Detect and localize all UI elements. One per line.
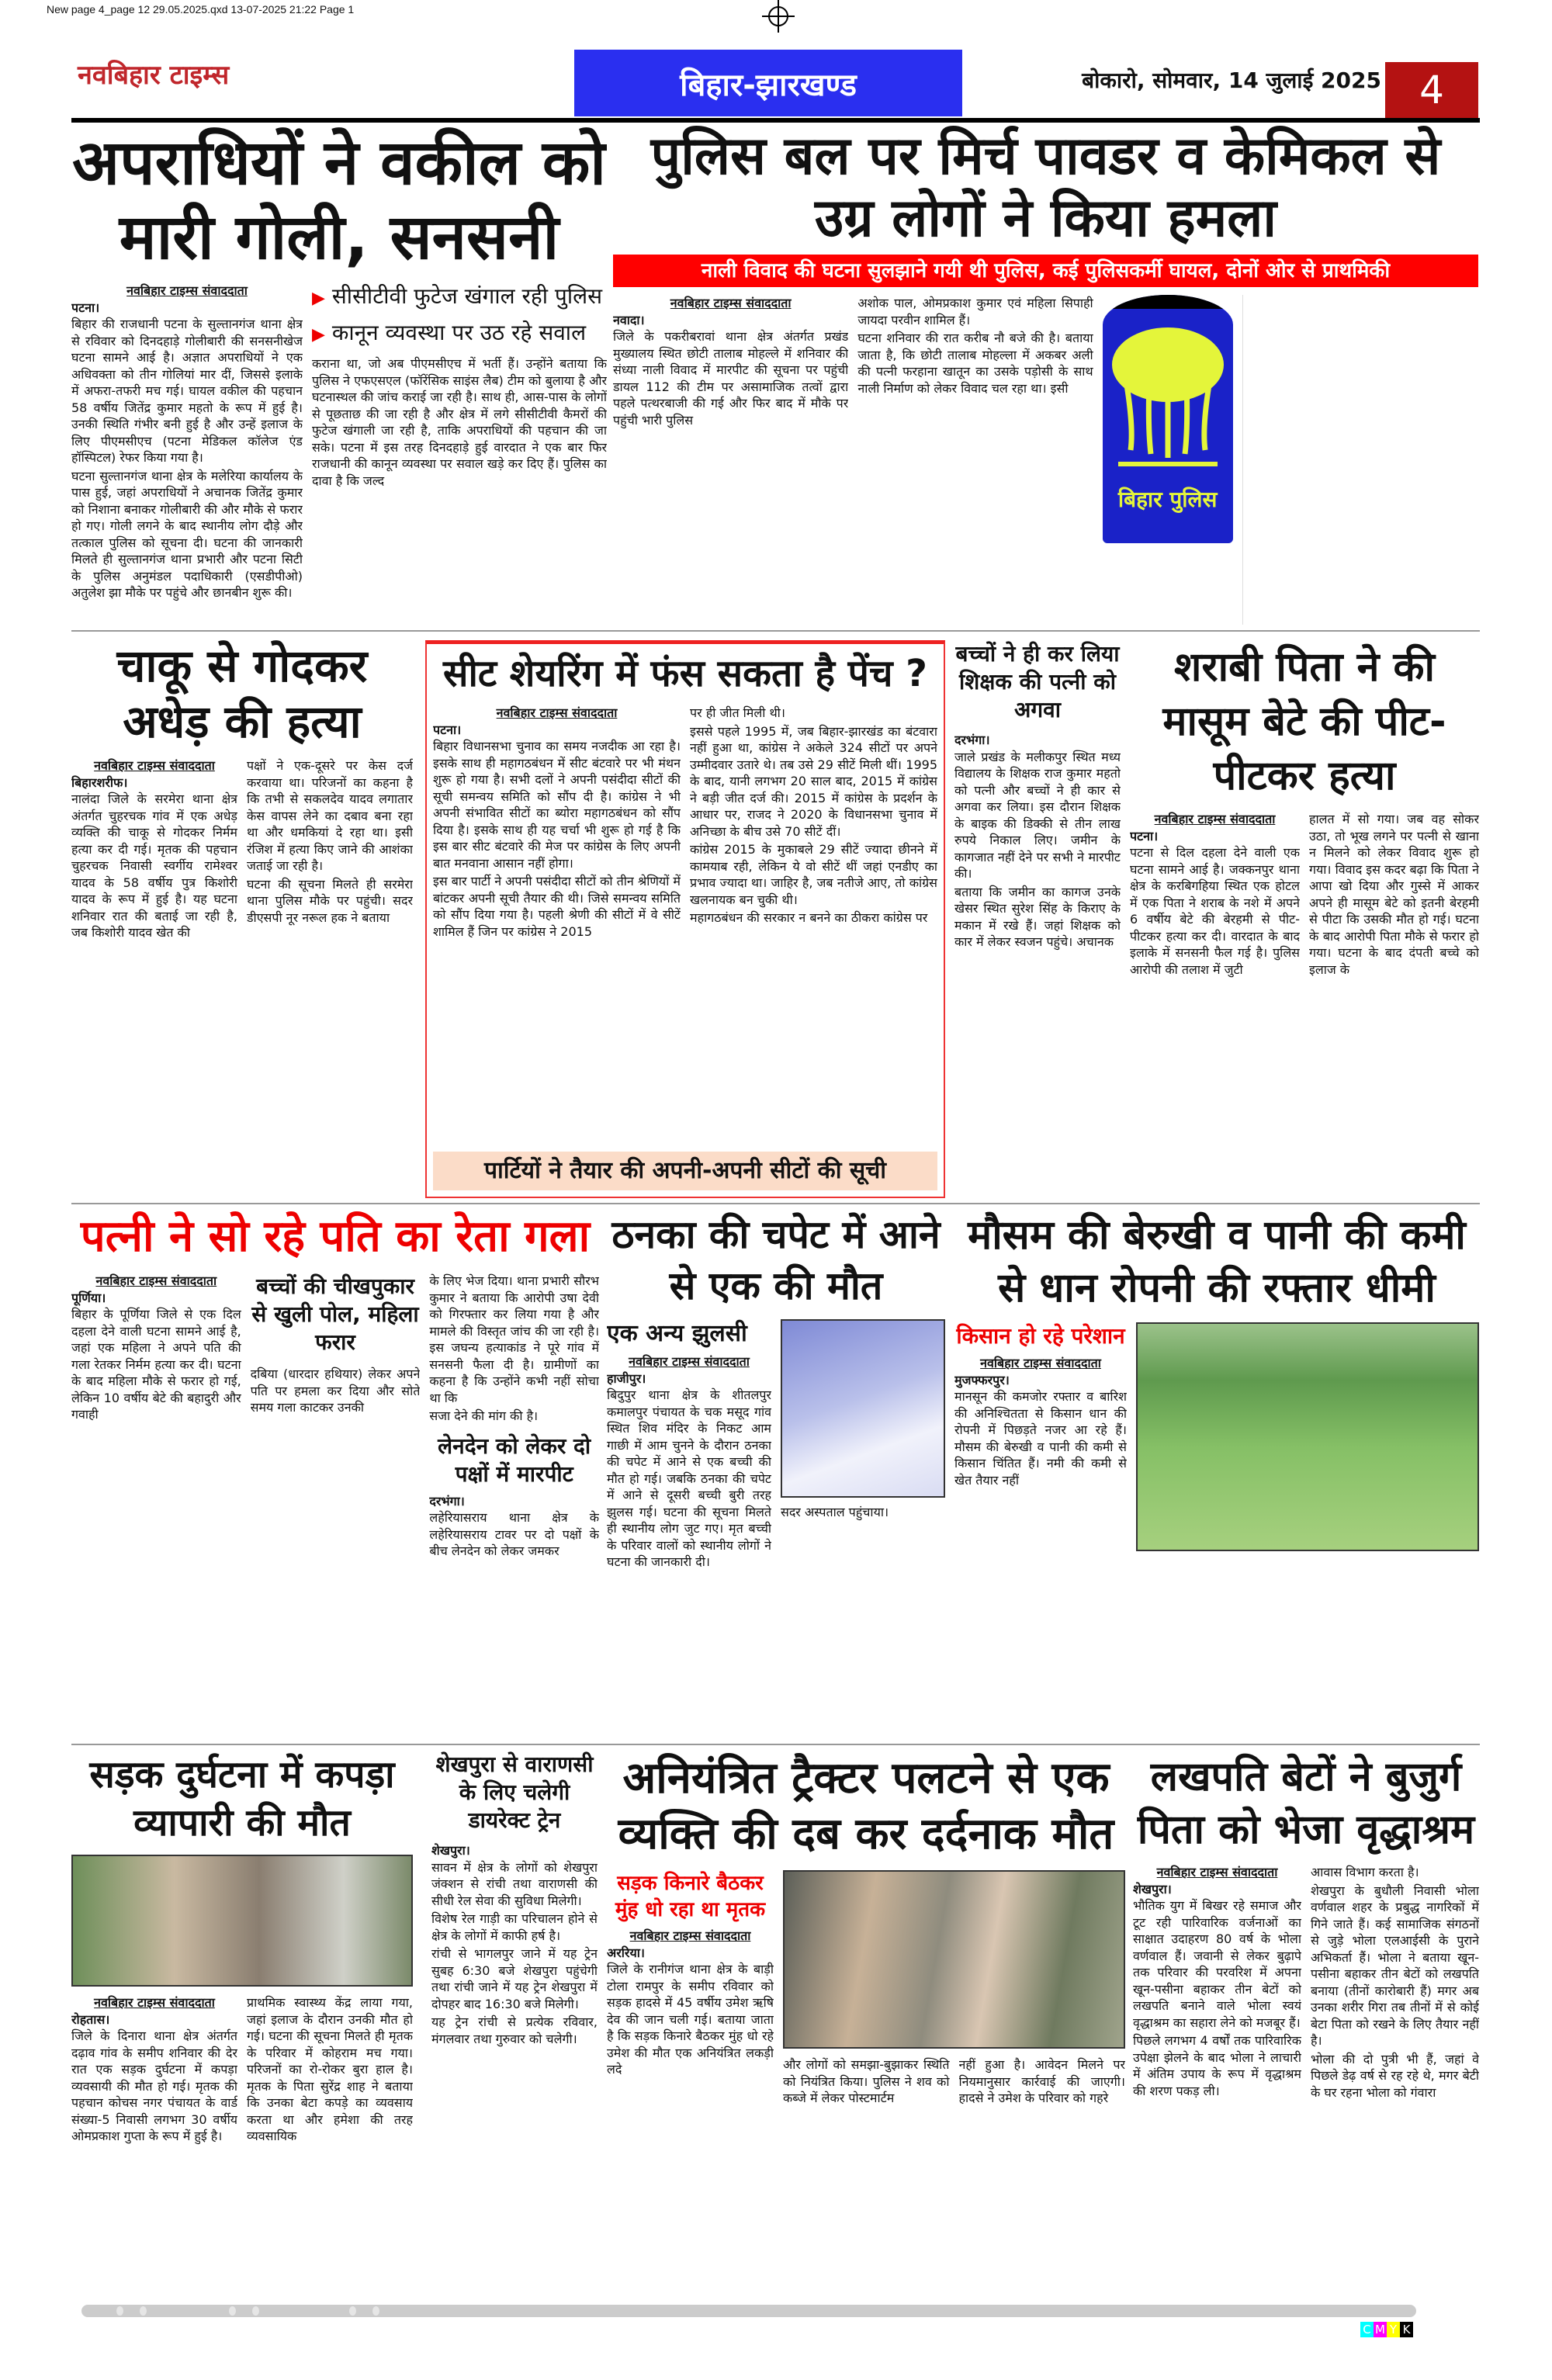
accident-photo xyxy=(71,1855,413,1987)
article-body xyxy=(247,757,413,926)
paragraph: रांची से भागलपुर जाने में यह ट्रेन सुबह 6:30 बजे शेखपुरा पहुंचेगी तथा रांची जाने में यह ट्रेन शेखपुरा में दोपहर बाद 16:30 बजे मिलेगी। xyxy=(431,1946,598,2011)
paragraph: कराना था, जो अब पीएमसीएच में भर्ती हैं। उन्होंने बताया कि पुलिस ने एफएसएल (फॉरेंसिक साइंस लैब) टीम को बुलाया है और घटनास्थल की जांच कराई जा रही है। साथ ही, आस-पास के लोगों से पूछताछ की जा रही है और क्षेत्र में लगे सीसीटीवी कैमरों की फुटेज खंगाली जा रही है, ताकि अपराधियों की पहचान की जा सके। पटना में इस तरह दिनदहाड़े हुई वारदात ने एक बार फिर राजधानी की कानून व्यवस्था पर सवाल खड़े कर दिए हैं। पुलिस का दावा है कि जल्द xyxy=(312,356,607,488)
paragraph: नालंदा जिले के सरमेरा थाना क्षेत्र अंतर्गत चुहरचक गांव में एक अधेड़ व्यक्ति की चाकू से गोदकर निर्मम हत्या कर दी गई। मृतक की पहचान चुहरचक निवासी स्वर्गीय रामेश्वर यादव के 58 वर्षीय पुत्र किशोरी यादव के रूप में हुई है। यह घटना शनिवार रात की बताई जा रही है, जब किशोरी यादव खेत की xyxy=(71,792,237,940)
paragraph: सदर अस्पताल पहुंचाया। xyxy=(781,1505,889,1519)
byline: नवबिहार टाइम्स संवाददाता xyxy=(980,1356,1101,1370)
byline: नवबिहार टाइम्स संवाददाता xyxy=(496,705,618,720)
paragraph: घटना सुल्तानगंज थाना क्षेत्र के मलेरिया कार्यालय के पास हुई, जहां अपराधियों ने अचानक जितेंद्र कुमार को निशाना बनाकर गोलीबारी की और मौके से फरार हो गए। गोली लगने के बाद स्थानीय लोग दौड़े और तत्काल पुलिस को सूचना दी। घटना की जानकारी मिलते ही सुल्तानगंज थाना प्रभारी और पटना सिटी के पुलिस अनुमंडल पदाधिकारी (एसडीपीओ) अतुलेश झा मौके पर पहुंचे और छानबीन शुरू की। xyxy=(71,468,303,600)
cmyk-swatch-y: Y xyxy=(1387,2322,1400,2337)
paragraph: लहेरियासराय थाना क्षेत्र के लहेरियासराय टावर पर दो पक्षों के बीच लेनदेन को लेकर जमकर xyxy=(429,1510,599,1558)
paragraph: और लोगों को समझा-बुझाकर स्थिति को नियंत्रित किया। पुलिस ने शव को कब्जे में लेकर पोस्टमार्टम xyxy=(783,2057,950,2105)
article-body xyxy=(71,1306,241,1423)
dateline: दरभंगा। xyxy=(954,733,990,747)
tractor-col3 xyxy=(959,2056,1126,2299)
dateline: रोहतास। xyxy=(71,2011,110,2027)
lightning-headline: ठनका की चपेट में आने से एक की मौत xyxy=(611,1212,941,1308)
article-body xyxy=(781,1504,945,1521)
byline: नवबिहार टाइम्स संवाददाता xyxy=(1154,812,1276,826)
lightning-article xyxy=(607,1209,945,1738)
subhead-text: सीसीटीवी फुटेज खंगाल रही पुलिस xyxy=(331,283,602,309)
row-divider xyxy=(71,1744,1480,1745)
article-body xyxy=(431,1859,598,2048)
kidnap-col xyxy=(954,732,1121,1198)
byline: नवबिहार टाइम्स संवाददाता xyxy=(629,1928,751,1943)
paragraph: इससे पहले 1995 में, जब बिहार-झारखंड का बंटवारा नहीं हुआ था, कांग्रेस ने अकेले 324 सीटों पर अपने उम्मीदवार उतारे थे। तब उसे 29 सीटें मिली थीं। 1995 के बाद, यानी लगभग 20 साल बाद, 2015 में कांग्रेस ने बड़ी जीत दर्ज की। 2015 में कांग्रेस के प्रदर्शन के आधार पर, राजद ने 2020 के विधानसभा चुनाव में अनिच्छा के बीच उसे 70 सीटें दीं। xyxy=(690,723,937,839)
article-body xyxy=(71,2028,237,2145)
paddy-article xyxy=(954,1209,1479,1738)
paragraph: सजा देने की मांग की है। xyxy=(429,1408,539,1423)
tractor-col1 xyxy=(607,1870,774,2299)
article-body xyxy=(857,295,1093,397)
paddy-subhead: किसान हो रहे परेशान xyxy=(956,1323,1125,1349)
paddy-col1 xyxy=(954,1322,1127,1738)
byline: नवबिहार टाइम्स संवाददाता xyxy=(95,1273,217,1288)
paragraph: जिले के रानीगंज थाना क्षेत्र के बाड़ी टोला रामपुर के समीप रविवार को सड़क हादसे में 45 वर्षीय उमेश ऋषि देव की जान चली गई। बताया जाता है कि सड़क किनारे बैठकर मुंह धो रहे उमेश की मौत एक अनियंत्रित लकड़ी लदे xyxy=(607,1962,774,2077)
tractor-headline: अनियंत्रित ट्रैक्टर पलटने से एक व्यक्ति की दब कर दर्दनाक मौत xyxy=(618,1753,1114,1859)
cmyk-swatch-m: M xyxy=(1374,2322,1387,2337)
seat-col2 xyxy=(690,705,937,1145)
paragraph: जाले प्रखंड के मलीकपुर स्थित मध्य विद्यालय के शिक्षक राज कुमार महतो को पत्नी और बच्चों ने ही कार से अगवा कर लिया। इस दौरान शिक्षक के बाइक की डिक्की से तीन लाख रुपये निकाल लिए। जमीन के कागजात नहीं देने पर सभी ने मारपीट की। xyxy=(954,749,1121,881)
cmyk-swatch-k: K xyxy=(1400,2322,1413,2337)
page-number: 4 xyxy=(1385,62,1478,118)
lightning-col2 xyxy=(781,1319,945,1738)
seat-col1 xyxy=(433,705,681,1145)
dateline: पटना। xyxy=(1130,828,1159,844)
paragraph: विशेष रेल गाड़ी का परिचालन होने से क्षेत्र के लोगों में काफी हर्ष है। xyxy=(431,1911,598,1943)
dateline: मुजफ्फरपुर। xyxy=(954,1372,1010,1387)
lead-right-article xyxy=(613,126,1478,625)
seat-sharing-box xyxy=(425,640,945,1198)
cmyk-swatch-c: C xyxy=(1360,2322,1374,2337)
paddy-field-photo xyxy=(1136,1322,1479,1551)
oldage-col1 xyxy=(1133,1864,1301,2299)
row-divider xyxy=(71,1203,1480,1204)
article-body xyxy=(690,705,937,927)
article-body xyxy=(1311,1864,1479,2101)
section-banner: बिहार-झारखण्ड xyxy=(574,50,962,116)
paragraph: भौतिक युग में बिखर रहे समाज और टूट रही पारिवारिक वर्जनाओं का साक्षात उदाहरण 80 वर्ष के भोला वर्णवाल हैं। जवानी से लेकर बुढ़ापे तक परिवार की परवरिश में अपना खून-पसीना बहाकर तीन बेटों को लखपति बनाने वाले भोला स्वयं वृद्धाश्रम का सहारा लेने को मजबूर हैं। xyxy=(1133,1898,1301,2030)
fight-col xyxy=(429,1493,599,1560)
dateline-header: बोकारो, सोमवार, 14 जुलाई 2025 xyxy=(1082,68,1381,93)
dateline: शेखपुरा। xyxy=(431,1843,470,1858)
paragraph: आवास विभाग करता है। xyxy=(1311,1865,1419,1879)
article-body xyxy=(954,1388,1127,1488)
wife-col3 xyxy=(429,1273,599,1738)
article-body xyxy=(954,749,1121,951)
article-body xyxy=(71,316,303,601)
knife-article xyxy=(71,638,413,1198)
article-body xyxy=(429,1273,599,1425)
paragraph: अशोक पाल, ओमप्रकाश कुमार एवं महिला सिपाही जायदा परवीन शामिल हैं। xyxy=(857,296,1093,327)
article-body xyxy=(607,1961,774,2078)
paragraph: इस बार पार्टी ने अपनी पसंदीदा सीटों को तीन श्रेणियों में बांटकर अपनी सूची तैयार की थी। जिसे समन्वय समिति को सौंप दिया गया है। पहली श्रेणी की सीटों में वे सीटें शामिल हैं जिन पर कांग्रेस ने 2015 xyxy=(433,874,681,939)
lead-left-headline: अपराधियों ने वकील को मारी गोली, सनसनी xyxy=(71,126,607,273)
cloth-article xyxy=(71,1751,413,2299)
lightning-photo xyxy=(781,1319,945,1498)
byline: नवबिहार टाइम्स संवाददाता xyxy=(1156,1865,1278,1879)
cloth-headline: सड़क दुर्घटना में कपड़ा व्यापारी की मौत xyxy=(89,1753,395,1845)
paddy-photo-col xyxy=(1136,1322,1479,1738)
paragraph: पटना से दिल दहला देने वाली एक घटना सामने आई है। जक्कनपुर थाना क्षेत्र के करबिगहिया स्थित एक होटल में एक पिता ने शराब के नशे में अपने 6 वर्षीय बेटे की बेरहमी से पीट-पीटकर हत्या कर दी। वारदात के बाद इलाके में सनसनी फैल गई है। पुलिस आरोपी की तलाश में जुटी xyxy=(1130,845,1300,977)
paragraph: महागठबंधन की सरकार न बनने का ठीकरा कांग्रेस पर xyxy=(690,910,928,925)
dateline: पूर्णिया। xyxy=(71,1290,106,1305)
lead-right-col2 xyxy=(857,295,1093,625)
paragraph: घटना शनिवार की रात करीब नौ बजे की है। बताया जाता है, कि छोटी तालाब मोहल्ला में अकबर अली की पत्नी फरहाना खातून का उसके पड़ोसी के साथ नाली निर्माण को लेकर विवाद चल रहा था। इसी xyxy=(857,331,1093,396)
oldage-article xyxy=(1133,1751,1479,2299)
seat-headline: सीट शेयरिंग में फंस सकता है पेंच ? xyxy=(443,652,927,695)
byline: नवबिहार टाइम्स संवाददाता xyxy=(126,283,248,298)
article-body xyxy=(433,738,681,940)
oldage-headline: लखपति बेटों ने बुजुर्ग पिता को भेजा वृद्धाश्रम xyxy=(1137,1754,1475,1853)
tractor-right xyxy=(783,1870,1125,2299)
pull-quote: पार्टियों ने तैयार की अपनी-अपनी सीटों की सूची xyxy=(433,1152,937,1190)
dateline: शेखपुरा। xyxy=(1133,1881,1172,1897)
train-article xyxy=(431,1751,598,2299)
knife-headline: चाकू से गोदकर अधेड़ की हत्या xyxy=(116,639,368,748)
oldage-col2 xyxy=(1311,1864,1479,2299)
paragraph: बताया कि जमीन का कागज उनके खेसर स्थित सुरेश सिंह के किराए के मकान में रखे हैं। जहां शिक्षक को कार में लेकर स्वजन पहुंचे। अचानक xyxy=(954,884,1121,949)
article-body xyxy=(959,2056,1126,2107)
wife-headline: पत्नी ने सो रहे पति का रेता गला xyxy=(80,1211,591,1262)
knife-col2 xyxy=(247,757,413,1198)
dateline: नवादा। xyxy=(613,312,645,327)
paragraph: प्राथमिक स्वास्थ्य केंद्र लाया गया, जहां इलाज के दौरान उनकी मौत हो गई। घटना की सूचना मिलते ही मृतक के परिवार में कोहराम मच गया। परिजनों का रो-रोकर बुरा हाल है। मृतक के पिता सुरेंद्र शाह ने बताया कि उनका बेटा कपड़े का व्यवसाय करता था और हमेशा की तरह व्यवसायिक xyxy=(247,1995,413,2143)
tractor-scene-photo xyxy=(783,1870,1125,2049)
paragraph: मानसून की कमजोर रफ्तार व बारिश की अनिश्चितता से किसान धान की रोपनी में पिछड़ते नजर आ रहे हैं। मौसम की बेरुखी व पानी की कमी से किसान चिंतित हैं। नमी की कमी से खेत तैयार नहीं xyxy=(954,1389,1127,1488)
paragraph: हालत में सो गया। जब वह सोकर उठा, तो भूख लगने पर पत्नी से खाना न मिलने को लेकर विवाद शुरू हो गया। विवाद इस कदर बढ़ा कि पिता ने आपा खो दिया और गुस्से में आकर अपने ही मासूम बेटे को इतनी बेरहमी से पीटा कि उसकी मौत हो गई। घटना के बाद आरोपी पिता मौके से फरार हो गया। घटना के बाद दंपती बच्चे को इलाज के xyxy=(1309,812,1479,977)
bihar-police-logo xyxy=(1103,295,1233,543)
drunk-col2 xyxy=(1309,811,1479,1198)
paragraph: जिले के दिनारा थाना क्षेत्र अंतर्गत दढ़ाव गांव के समीप शनिवार की देर रात एक सड़क दुर्घटना में कपड़ा व्यवसायी की मौत हो गई। मृतक की पहचान कोचस नगर पंचायत के वार्ड संख्या-5 निवासी लगभग 30 वर्षीय ओमप्रकाश गुप्ता के रूप में हुई है। xyxy=(71,2028,237,2143)
kidnap-headline: बच्चों ने ही कर लिया शिक्षक की पत्नी को अगवा xyxy=(955,641,1120,722)
dateline: पटना। xyxy=(433,722,462,737)
red-triangle-icon: ▶ xyxy=(312,325,325,345)
registration-mark-icon xyxy=(768,6,788,26)
wife-article xyxy=(71,1209,599,1738)
tree-emblem-icon xyxy=(1103,295,1233,481)
paragraph: पक्षों ने एक-दूसरे पर केस दर्ज करवाया था। परिजनों का कहना है कि तभी से सकलदेव यादव लगातार केस वापस लेने का दबाव बना रहा था और धमकियां दे रहा था। इसी रंजिश में हत्या किए जाने की आशंका जताई जा रही है। xyxy=(247,758,413,873)
dateline: पटना। xyxy=(71,300,100,315)
paragraph: बिदुपुर थाना क्षेत्र के शीतलपुर कमालपुर पंचायत के चक मसूद गांव स्थित शिव मंदिर के निकट आम गाछी में आम चुनने के दौरान ठनका की चपेट में आने से एक बच्ची की मौत हो गई। जबकि ठनका की चपेट में आने से दूसरी बच्ची बुरी तरह झुलस गई। घटना की सूचना मिलते ही स्थानीय लोग जुट गए। मृत बच्ची के परिवार वालों को स्थानीय लोगों ने घटना की जानकारी दी। xyxy=(607,1387,771,1569)
paragraph: पर ही जीत मिली थी। xyxy=(690,705,785,720)
paragraph: नहीं हुआ है। आवेदन मिलने पर नियमानुसार कार्रवाई की जाएगी। हादसे ने उमेश के परिवार को गहरे xyxy=(958,2057,1125,2105)
newspaper-logo: नवबिहार टाइम्स xyxy=(78,60,230,91)
tractor-subhead: सड़क किनारे बैठकर मुंह धो रहा था मृतक xyxy=(615,1872,766,1921)
lead-left-article xyxy=(71,126,607,625)
row-divider xyxy=(71,630,1480,632)
paragraph: यह ट्रेन रांची से प्रत्येक रविवार, मंगलवार तथा गुरुवार को चलेगी। xyxy=(431,2015,598,2046)
drunk-father-headline: शराबी पिता ने की मासूम बेटे की पीट-पीटकर हत्या xyxy=(1162,644,1446,799)
paragraph: कांग्रेस 2015 के मुकाबले 29 सीटें ज्यादा छीनने में कामयाब रही, लेकिन ये वो सीटें थीं जहां एनडीए का प्रभाव ज्यादा था। जाहिर है, जब नतीजे आए, तो कांग्रेस खलनायक बन चुकी थी। xyxy=(690,842,937,907)
cloth-col1 xyxy=(71,1994,237,2299)
article-body xyxy=(247,1994,413,2145)
byline: नवबिहार टाइम्स संवाददाता xyxy=(670,296,792,310)
cloth-col2 xyxy=(247,1994,413,2299)
subhead xyxy=(312,282,607,313)
strapline-bar: नाली विवाद की घटना सुलझाने गयी थी पुलिस, कई पुलिसकर्मी घायल, दोनों ओर से प्राथमिकी xyxy=(613,255,1478,287)
paragraph: बिहार के पूर्णिया जिले से एक दिल दहला देने वाली घटना सामने आई है, जहां एक महिला ने अपने पति की गला रेतकर निर्मम हत्या कर दी। घटना के बाद महिला मौके से फरार हो गई, लेकिन 10 वर्षीय बेटे की बहादुरी और गवाही xyxy=(71,1307,241,1422)
article-body xyxy=(783,2056,950,2107)
paragraph: दबिया (धारदार हथियार) लेकर अपने पति पर हमला कर दिया और सोते समय गला काटकर उनकी xyxy=(250,1367,421,1415)
article-body xyxy=(1133,1897,1301,2099)
article-body xyxy=(607,1387,771,1571)
kidnap-article xyxy=(954,640,1121,1198)
paragraph: भोला की दो पुत्री भी हैं, जहां वे पिछले डेढ़ वर्ष से रह रहे थे, मगर बेटी के घर रहना भोला को गंवारा xyxy=(1311,2051,1479,2100)
paragraph: सावन में क्षेत्र के लोगों को शेखपुरा जंक्शन से रांची तथा वाराणसी की सीधी रेल सेवा की सुविधा मिलेगी। xyxy=(431,1859,598,1908)
subhead xyxy=(312,319,607,349)
lead-right-col1 xyxy=(613,295,848,625)
dateline: हाजीपुर। xyxy=(607,1370,646,1386)
article-body xyxy=(429,1509,599,1560)
lightning-col1 xyxy=(607,1319,771,1738)
drunk-father-article xyxy=(1130,640,1479,1198)
train-col xyxy=(431,1842,598,2299)
lead-left-col2 xyxy=(312,282,607,625)
header-rule xyxy=(71,118,1480,123)
paragraph: शेखपुरा के बुधौली निवासी भोला वर्णवाल शहर के प्रबुद्ध नागरिकों में गिने जाते हैं। कई सामाजिक संगठनों से जुड़े भोला एलआईसी के पुराने अभिकर्ता हैं। भोला ने बताया खून-पसीना बहाकर तीन बेटों को लखपति बनाया (तीनों कारोबारी हैं) मगर अब उनका शरीर गिरा तब तीनों में से कोई बेटा पिता को रखने के लिए तैयार नहीं है। xyxy=(1311,1883,1479,2048)
subhead-text: कानून व्यवस्था पर उठ रहे सवाल xyxy=(331,320,587,345)
tractor-col2 xyxy=(783,2056,950,2299)
paragraph: घटना की सूचना मिलते ही सरमेरा थाना पुलिस मौके पर पहुंची। सदर डीएसपी नूर नरूल हक ने बताया xyxy=(247,876,413,925)
file-slug: New page 4_page 12 29.05.2025.qxd 13-07-2025 21:22 Page 1 xyxy=(47,3,355,16)
paragraph: बिहार विधानसभा चुनाव का समय नजदीक आ रहा है। इसके साथ ही महागठबंधन में सीट बंटवारे पर भी मंथन शुरू हो गया है। सभी दलों ने अपनी पसंदीदा सीटों की सूची समन्वय समिति को सौंप दी है। कांग्रेस ने भी अपनी संभावित सीटों का ब्योरा महागठबंधन को सौंप दिया है। इसके साथ ही यह चर्चा भी शुरू हो गई है कि इस बार सीट बंटवारे की मेज पर कांग्रेस के लिए अपनी बात मनवाना आसान नहीं होगा। xyxy=(433,739,681,871)
lightning-subhead: एक अन्य झुलसी xyxy=(607,1320,747,1347)
article-body xyxy=(71,791,237,941)
wife-col2 xyxy=(251,1273,421,1738)
wife-subhead: बच्चों की चीखपुकार से खुली पोल, महिला फरार xyxy=(251,1273,419,1355)
paragraph: जिले के पकरीबरावां थाना क्षेत्र अंतर्गत प्रखंड मुख्यालय स्थित छोटी तालाब मोहल्ले में शनिवार की संध्या नाली विवाद में मारपीट की सूचना पर पहुंची डायल 112 की टीम पर असामाजिक तत्वों द्वारा पहले पत्थरबाजी की गई और फिर बाद में मौके पर पहुंची भारी पुलिस xyxy=(613,329,849,428)
byline: नवबिहार टाइम्स संवाददाता xyxy=(94,1995,215,2010)
paddy-headline: मौसम की बेरुखी व पानी की कमी से धान रोपनी की रफ्तार धीमी xyxy=(968,1212,1466,1311)
article-body xyxy=(251,1366,421,1416)
paragraph: पिछले लगभग 4 वर्षों तक पारिवारिक उपेक्षा झेलने के बाद भोला ने लाचारी में अंतिम उपाय के रूप में वृद्धाश्रम की शरण पकड़ ली। xyxy=(1133,2033,1301,2098)
byline: नवबिहार टाइम्स संवाददाता xyxy=(629,1354,750,1369)
red-triangle-icon: ▶ xyxy=(312,289,325,308)
dateline: दरभंगा। xyxy=(429,1493,465,1509)
logo-caption: बिहार पुलिस xyxy=(1117,487,1218,512)
dateline: बिहारशरीफ। xyxy=(71,774,128,790)
article-body xyxy=(1130,844,1300,978)
lead-left-col1 xyxy=(71,282,303,625)
print-registration-bar xyxy=(81,2305,1416,2317)
article-body xyxy=(1309,811,1479,978)
fight-headline: लेनदेन को लेकर दो पक्षों में मारपीट xyxy=(438,1433,591,1487)
drunk-col1 xyxy=(1130,811,1300,1198)
paragraph: के लिए भेज दिया। थाना प्रभारी सौरभ कुमार ने बताया कि आरोपी उषा देवी को गिरफ्तार कर लिया गया है और मामले की विस्तृत जांच की जा रही है। इस जघन्य हत्याकांड ने पूरे गांव में सनसनी फैला दी है। ग्रामीणों का कहना है कि उन्होंने कभी नहीं सोचा था कि xyxy=(429,1273,599,1405)
train-headline: शेखपुरा से वाराणसी के लिए चलेगी डायरेक्ट ट्रेन xyxy=(435,1751,594,1833)
dateline: अररिया। xyxy=(607,1945,645,1960)
article-body xyxy=(312,355,607,489)
article-body xyxy=(613,328,848,428)
tractor-article xyxy=(607,1751,1125,2299)
byline: नवबिहार टाइम्स संवाददाता xyxy=(94,758,215,773)
knife-col1 xyxy=(71,757,237,1198)
lead-right-headline: पुलिस बल पर मिर्च पावडर व केमिकल से उग्र लोगों ने किया हमला xyxy=(650,126,1441,249)
lead-right-col3 xyxy=(1242,295,1478,625)
wife-col1 xyxy=(71,1273,241,1738)
paragraph: बिहार की राजधानी पटना के सुल्तानगंज थाना क्षेत्र से रविवार को दिनदहाड़े गोलीबारी की सनसनीखेज घटना सामने आई है। अज्ञात अपराधियों ने एक अधिवक्ता को तीन गोलियां मार दीं, जिससे इलाके में अफरा-तफरी मच गई। घायल वकील की पहचान 58 वर्षीय जितेंद्र कुमार महतो के रूप में हुई है। उनकी स्थिति गंभीर बनी हुई है और उन्हें इलाज के लिए पीएमसीएच (पटना मेडिकल कॉलेज एंड हॉस्पिटल) रेफर किया गया है। xyxy=(71,317,303,465)
